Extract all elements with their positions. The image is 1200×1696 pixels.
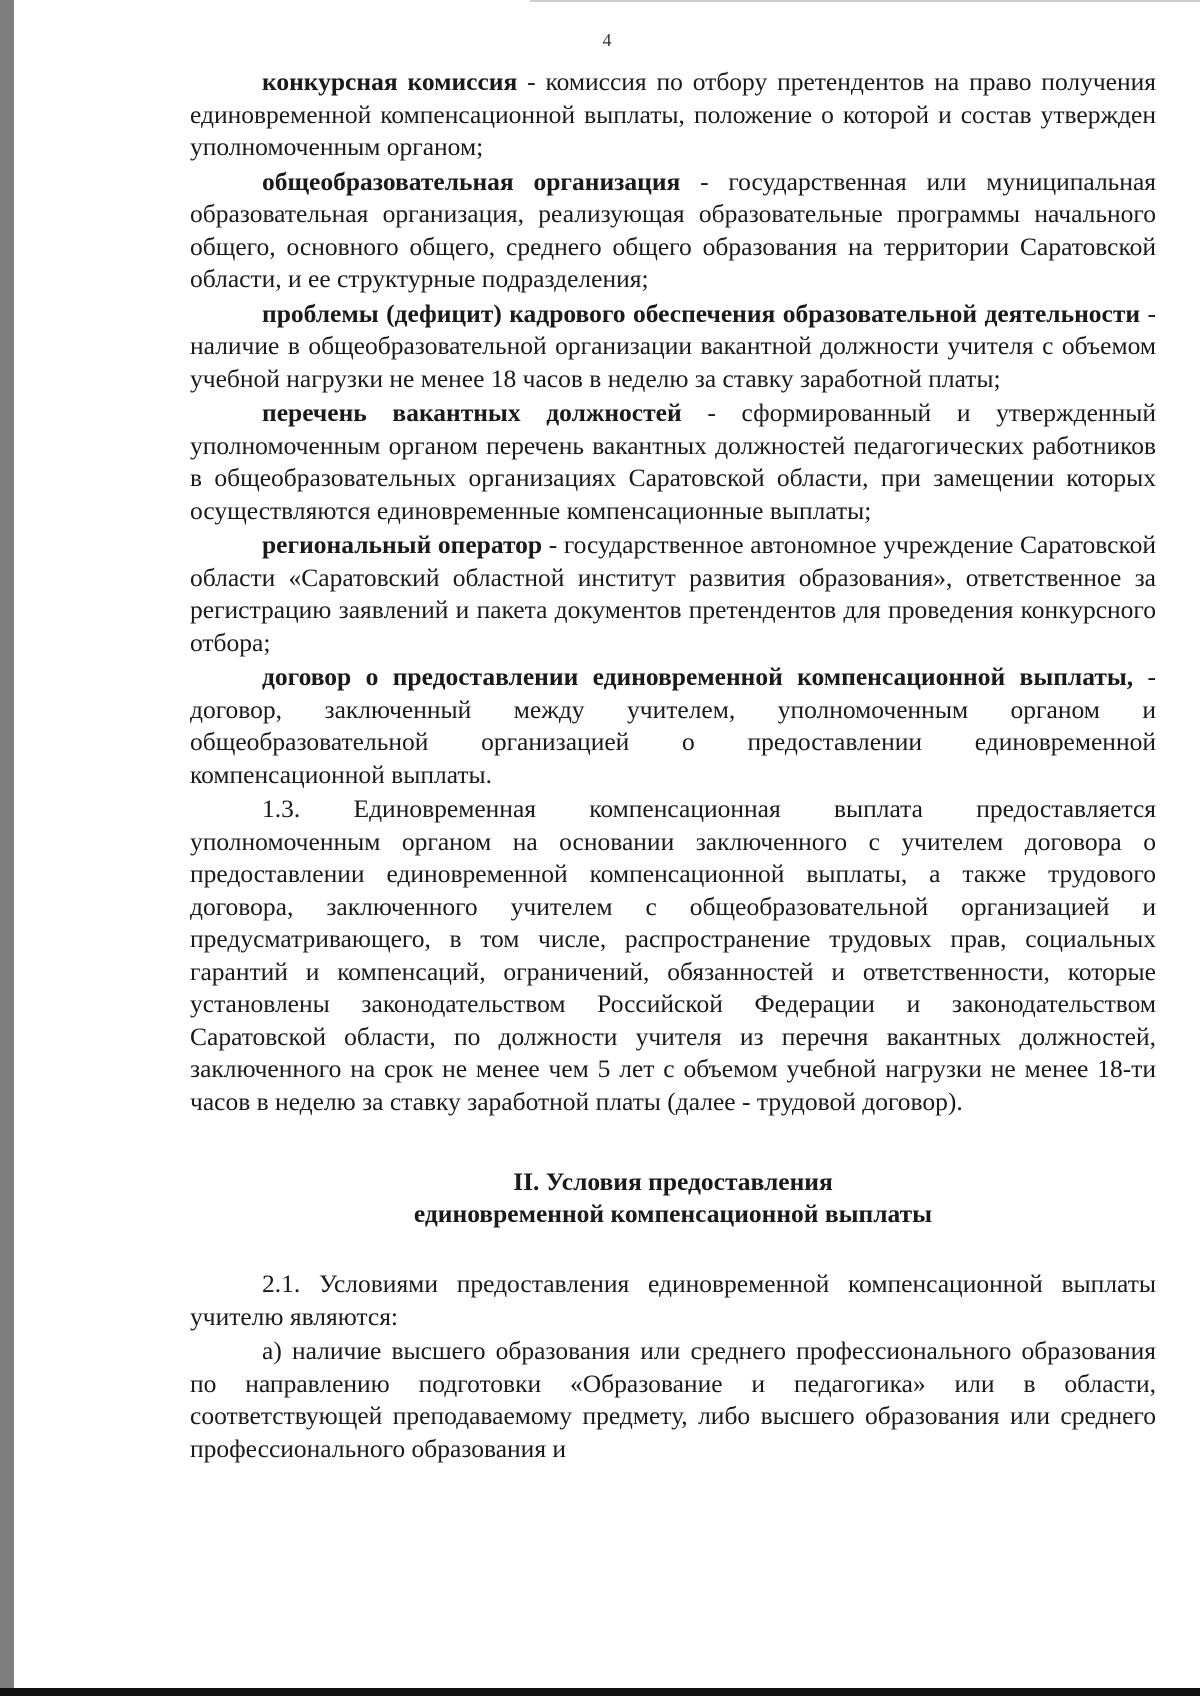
clause-1-3: 1.3. Единовременная компенсационная выплата предоставляется уполномоченным органом на основании заключенного с учителем договора о предоставлении единовременной компенсационной выплаты, а также трудового договора, заключенного учителем с общеобразовательной организацией и предусматривающего, в том числе, распространение трудовых прав, социальных гарантий и компенсаций, ограничений, обязанностей и ответственности, которые установлены законодательством Российской Федерации и законодательством Саратовской области, по должности учителя из перечня вакантных должностей, заключенного на срок не менее чем 5 лет с объемом учебной нагрузки не менее 18-ти часов в неделю за ставку заработной платы (далее - трудовой договор).	[190, 794, 1156, 1116]
definition-text: - комиссия по отбору претендентов на право получения единовременной компенсационной выплаты, положение о которой и состав утвержден уполномоченным органом;	[190, 67, 1156, 161]
section-2-title-line1: II. Условия предоставления	[513, 1167, 833, 1196]
definition-text: - договор, заключенный между учителем, уполномоченным органом и общеобразовательной организацией о предоставлении единовременной компенсационной выплаты.	[190, 662, 1156, 789]
clause-2-1: 2.1. Условиями предоставления единовременной компенсационной выплаты учителю являются:	[190, 1269, 1156, 1331]
definition-paragraph	[190, 166, 1156, 296]
scan-bottom-edge	[0, 1688, 1200, 1696]
section-2-heading	[190, 1166, 1156, 1230]
definition-paragraph	[190, 661, 1156, 791]
definition-term: конкурсная комиссия	[262, 67, 518, 96]
definition-text: - наличие в общеобразовательной организации вакантной должности учителя с объемом учебной нагрузки не менее 18 часов в неделю за ставку заработной платы;	[190, 298, 1156, 393]
definition-text: - государственная или муниципальная образовательная организация, реализующая образовательные программы начального общего, основного общего, среднего общего образования на территории Саратовской области, и ее структурные подразделения;	[190, 166, 1156, 293]
definition-paragraph	[190, 529, 1156, 659]
document-page	[14, 0, 1200, 1690]
document-body	[190, 66, 1156, 1465]
definition-term: перечень вакантных должностей	[262, 398, 682, 427]
definition-term: договор о предоставлении единовременной компенсационной выплаты,	[262, 662, 1134, 691]
definition-term: общеобразовательная организация	[262, 166, 681, 196]
page-number: 4	[602, 30, 612, 50]
definition-text: - сформированный и утвержденный уполномоченным органом перечень вакантных должностей педагогических работников в общеобразовательных организациях Саратовской области, при замещении которых осуществляются единовременные компенсационные выплаты;	[190, 398, 1156, 525]
definition-paragraph	[190, 397, 1156, 527]
definition-paragraph	[190, 298, 1156, 396]
definition-term: региональный оператор	[262, 530, 543, 559]
scan-left-edge	[0, 0, 14, 1696]
clause-2-1-item-a: а) наличие высшего образования или среднего профессионального образования по направлению подготовки «Образование и педагогика» или в области, соответствующей преподаваемому предмету, либо высшего образования или среднего профессионального образования и	[190, 1336, 1156, 1463]
scan-top-line	[530, 0, 1200, 2]
section-2-title-line2: единовременной компенсационной выплаты	[413, 1199, 933, 1228]
definition-text: - государственное автономное учреждение Саратовской области «Саратовский областной институт развития образования», ответственное за регистрацию заявлений и пакета документов претендентов для проведения конкурсного отбора;	[190, 530, 1156, 657]
definition-paragraph	[190, 66, 1156, 164]
definition-term: проблемы (дефицит) кадрового обеспечения образовательной деятельности	[262, 298, 1141, 328]
